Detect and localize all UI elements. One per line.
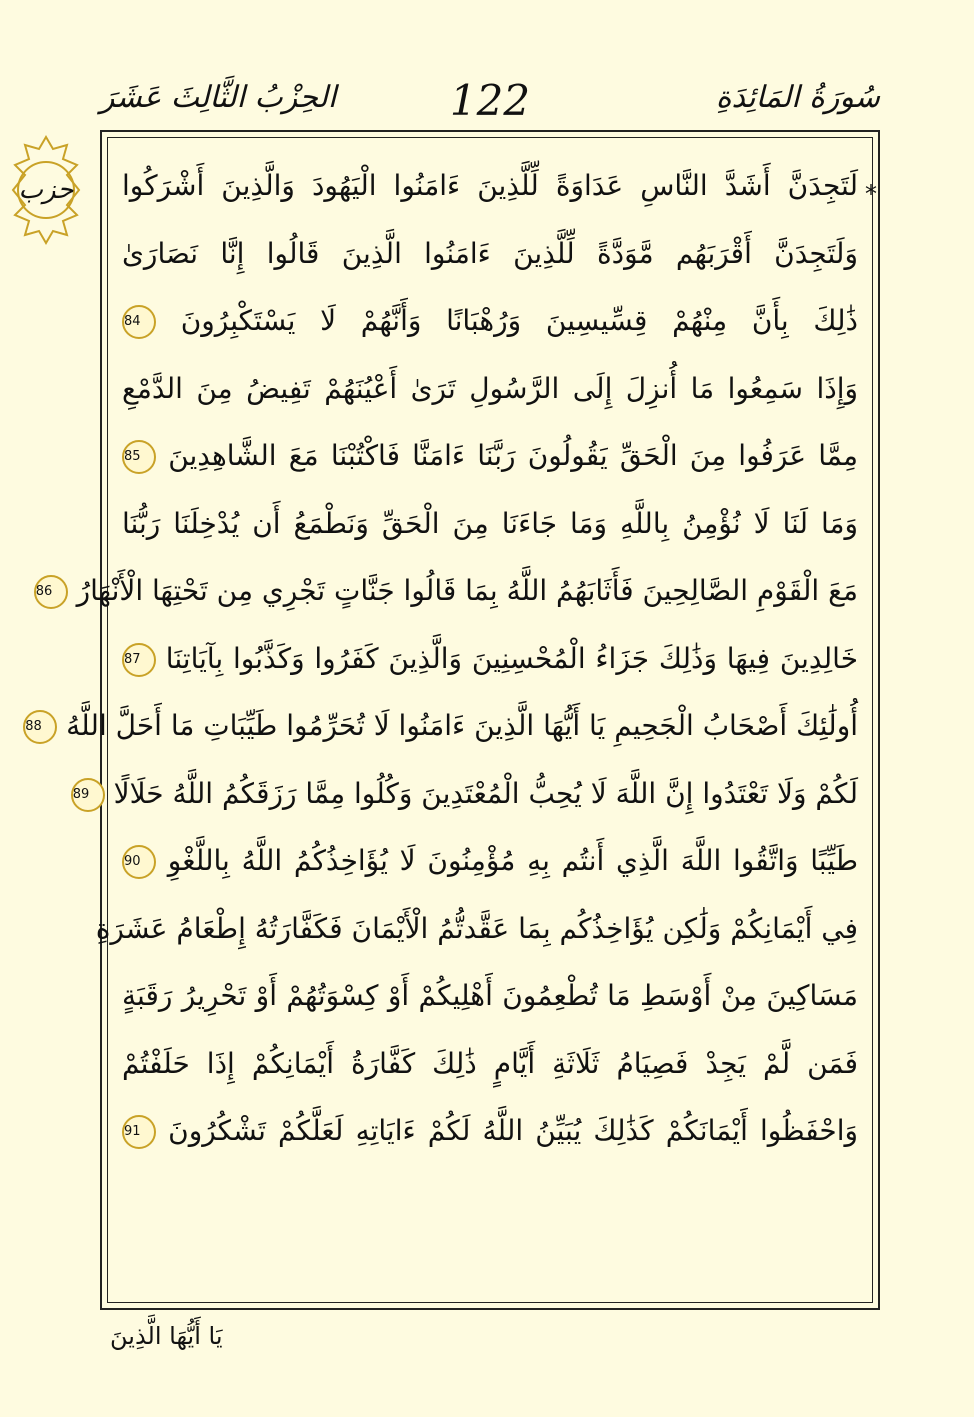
catchword: يَا أَيُّهَا الَّذِينَ [110, 1322, 223, 1350]
text-line-13: مَسَاكِينَ مِنْ أَوْسَطِ مَا تُطْعِمُونَ أَهْلِيكُمْ أَوْ كِسْوَتُهُمْ أَوْ تَحْرِيرُ رَقَبَةٍ [122, 979, 858, 1012]
sajda-star-icon: * [865, 180, 877, 208]
ayah-marker-85: 85 [122, 440, 156, 474]
text-line-5: مِمَّا عَرَفُوا مِنَ الْحَقِّ يَقُولُونَ رَبَّنَا ءَامَنَّا فَاكْتُبْنَا مَعَ الشَّاهِدِينَ 85 [124, 439, 858, 472]
hizb-title: الحِزْبُ الثَّالِثَ عَشَرَ [100, 80, 337, 115]
ayah-marker-89: 89 [71, 778, 105, 812]
text-line-3: ذَٰلِكَ بِأَنَّ مِنْهُمْ قِسِّيسِينَ وَرُهْبَانًا وَأَنَّهُمْ لَا يَسْتَكْبِرُونَ 84 [124, 304, 858, 337]
page-number: 122 [449, 76, 531, 125]
surah-title: سُورَةُ المَائِدَةِ [715, 80, 880, 115]
ayah-marker-88: 88 [23, 710, 57, 744]
hizb-label: حزب [18, 175, 74, 205]
text-line-15: وَاحْفَظُوا أَيْمَانَكُمْ كَذَٰلِكَ يُبَيِّنُ اللَّهُ لَكُمْ ءَايَاتِهِ لَعَلَّكُمْ تَشْكُرُونَ 91 [124, 1114, 858, 1147]
text-line-12: فِي أَيْمَانِكُمْ وَلَٰكِن يُؤَاخِذُكُم بِمَا عَقَّدتُّمُ الْأَيْمَانَ فَكَفَّارَتُهُ إِطْعَامُ عَشَرَةِ [95, 911, 858, 945]
text-line-11: طَيِّبًا وَاتَّقُوا اللَّهَ الَّذِي أَنتُم بِهِ مُؤْمِنُونَ لَا يُؤَاخِذُكُمُ اللَّهُ بِاللَّغْوِ 90 [124, 844, 858, 877]
ayah-marker-84: 84 [122, 305, 156, 339]
text-line-14: فَمَن لَّمْ يَجِدْ فَصِيَامُ ثَلَاثَةِ أَيَّامٍ ذَٰلِكَ كَفَّارَةُ أَيْمَانِكُمْ إِذَا حَلَفْتُمْ [122, 1046, 858, 1080]
ayah-marker-90: 90 [122, 845, 156, 879]
ayah-marker-91: 91 [122, 1115, 156, 1149]
text-line-8: خَالِدِينَ فِيهَا وَذَٰلِكَ جَزَاءُ الْمُحْسِنِينَ وَالَّذِينَ كَفَرُوا وَكَذَّبُوا بِآيَاتِنَا 87 [124, 641, 859, 675]
ayah-marker-86: 86 [34, 575, 68, 609]
text-line-2: وَلَتَجِدَنَّ أَقْرَبَهُم مَّوَدَّةً لِّلَّذِينَ ءَامَنُوا الَّذِينَ قَالُوا إِنَّا نَصَارَىٰ [122, 236, 858, 270]
hizb-marker [3, 135, 89, 245]
text-line-6: وَمَا لَنَا لَا نُؤْمِنُ بِاللَّهِ وَمَا جَاءَنَا مِنَ الْحَقِّ وَنَطْمَعُ أَن يُدْخِلَنَا رَبُّنَا [122, 506, 858, 540]
text-line-9: أُولَٰئِكَ أَصْحَابُ الْجَحِيمِ يَا أَيُّهَا الَّذِينَ ءَامَنُوا لَا تُحَرِّمُوا طَيِّبَاتِ مَا أَحَلَّ اللَّهُ 88 [25, 709, 858, 742]
text-line-4: وَإِذَا سَمِعُوا مَا أُنزِلَ إِلَى الرَّسُولِ تَرَىٰ أَعْيُنَهُمْ تَفِيضُ مِنَ الدَّمْعِ [122, 371, 858, 405]
text-line-1: لَتَجِدَنَّ أَشَدَّ النَّاسِ عَدَاوَةً لِّلَّذِينَ ءَامَنُوا الْيَهُودَ وَالَّذِينَ أَشْرَكُوا [122, 169, 858, 202]
text-line-10: لَكُمْ وَلَا تَعْتَدُوا إِنَّ اللَّهَ لَا يُحِبُّ الْمُعْتَدِينَ وَكُلُوا مِمَّا رَزَقَكُمُ اللَّهُ حَلَالًا 89 [72, 776, 858, 810]
ayah-marker-87: 87 [122, 643, 156, 677]
page-header [100, 70, 880, 130]
text-line-7: مَعَ الْقَوْمِ الصَّالِحِينَ فَأَثَابَهُمُ اللَّهُ بِمَا قَالُوا جَنَّاتٍ تَجْرِي مِن تَحْتِهَا الْأَنْهَارُ 86 [35, 574, 858, 607]
